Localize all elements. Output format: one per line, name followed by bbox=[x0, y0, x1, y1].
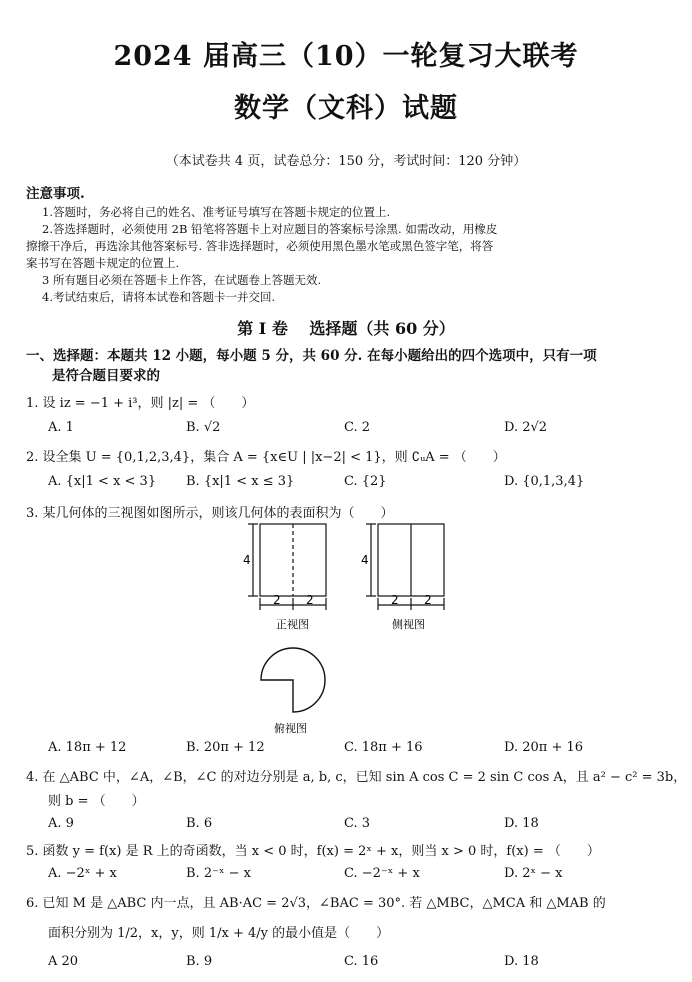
question-2-option-b: B. {x|1 < x ≤ 3} bbox=[186, 474, 295, 489]
top-view-label: 俯视图 bbox=[274, 722, 307, 735]
top-view-shape bbox=[261, 648, 325, 712]
front-width-label-left: 2 bbox=[273, 593, 281, 607]
notice-item-1: 1.答题时，务必将自己的姓名、准考证号填写在答题卡规定的位置上. bbox=[42, 205, 391, 219]
question-3-option-b: B. 20π + 12 bbox=[186, 740, 265, 755]
question-4-stem-line-1: 4. 在 △ABC 中，∠A，∠B，∠C 的对边分别是 a, b, c，已知 sin A cos C = 2 sin C cos A，且 a² − c² = 3b， bbox=[26, 770, 687, 785]
question-4-option-d: D. 18 bbox=[504, 816, 539, 831]
side-view bbox=[366, 524, 444, 610]
question-5-option-b: B. 2⁻ˣ − x bbox=[186, 866, 251, 881]
question-1-option-d: D. 2√2 bbox=[504, 420, 548, 435]
side-height-label: 4 bbox=[361, 553, 369, 567]
question-6-stem-line-2: 面积分别为 1/2，x，y，则 1/x + 4/y 的最小值是（ ） bbox=[48, 926, 390, 941]
notice-heading: 注意事项. bbox=[26, 186, 85, 202]
front-width-label-right: 2 bbox=[306, 593, 314, 607]
three-views-figure bbox=[230, 516, 470, 742]
exam-title: 2024 届高三（10）一轮复习大联考 bbox=[113, 41, 579, 72]
front-height-label: 4 bbox=[243, 553, 251, 567]
side-width-label-left: 2 bbox=[391, 593, 399, 607]
question-5-option-a: A. −2ˣ + x bbox=[48, 866, 117, 881]
question-6-option-b: B. 9 bbox=[186, 954, 213, 969]
question-6-stem-line-1: 6. 已知 M 是 △ABC 内一点，且 AB·AC = 2√3，∠BAC = 30°. 若 △MBC，△MCA 和 △MAB 的 bbox=[26, 896, 606, 911]
question-3-option-d: D. 20π + 16 bbox=[504, 740, 584, 755]
question-2-option-a: A. {x|1 < x < 3} bbox=[48, 474, 157, 489]
question-4-option-b: B. 6 bbox=[186, 816, 213, 831]
front-view-label: 正视图 bbox=[276, 618, 309, 631]
notice-item-2-line-1: 2.答选择题时，必须使用 2B 铅笔将答题卡上对应题目的答案标号涂黑. 如需改动，用橡皮 bbox=[42, 222, 498, 236]
section-heading-line-2: 是符合题目要求的 bbox=[52, 368, 160, 384]
question-1-option-c: C. 2 bbox=[344, 420, 371, 435]
question-4-stem-line-2: 则 b = （ ） bbox=[48, 794, 145, 809]
notice-item-2-line-2: 擦擦干净后，再选涂其他答案标号. 答非选择题时，必须使用黑色墨水笔或黑色签字笔，将答 bbox=[26, 239, 494, 253]
question-6-option-c: C. 16 bbox=[344, 954, 379, 969]
exam-subtitle: 数学（文科）试题 bbox=[234, 93, 458, 124]
front-view bbox=[248, 524, 326, 610]
exam-info: （本试卷共 4 页，试卷总分：150 分，考试时间：120 分钟） bbox=[165, 154, 527, 169]
section-heading-line-1: 一、选择题：本题共 12 小题，每小题 5 分，共 60 分. 在每小题给出的四个选项中，只有一项 bbox=[26, 348, 597, 364]
question-5-stem: 5. 函数 y = f(x) 是 R 上的奇函数，当 x < 0 时，f(x) = 2ˣ + x，则当 x > 0 时，f(x) = （ ） bbox=[26, 844, 600, 859]
question-1-option-a: A. 1 bbox=[48, 420, 74, 435]
question-2-stem: 2. 设全集 U = {0,1,2,3,4}，集合 A = {x∈U | |x−2| < 1}，则 ∁ᵤA = （ ） bbox=[26, 450, 506, 465]
question-3-option-c: C. 18π + 16 bbox=[344, 740, 423, 755]
side-view-label: 侧视图 bbox=[392, 618, 425, 631]
question-4-option-c: C. 3 bbox=[344, 816, 371, 831]
question-5-option-c: C. −2⁻ˣ + x bbox=[344, 866, 420, 881]
question-2-option-c: C. {2} bbox=[344, 474, 387, 489]
notice-item-4: 4.考试结束后，请将本试卷和答题卡一并交回. bbox=[42, 290, 276, 304]
question-1-option-b: B. √2 bbox=[186, 420, 221, 435]
question-3-option-a: A. 18π + 12 bbox=[48, 740, 127, 755]
question-1-stem: 1. 设 iz = −1 + i³，则 |z| = （ ） bbox=[26, 396, 255, 411]
notice-item-3: 3 所有题目必须在答题卡上作答，在试题卷上答题无效. bbox=[42, 273, 322, 287]
question-4-option-a: A. 9 bbox=[48, 816, 74, 831]
question-5-option-d: D. 2ˣ − x bbox=[504, 866, 563, 881]
side-width-label-right: 2 bbox=[424, 593, 432, 607]
question-6-option-d: D. 18 bbox=[504, 954, 539, 969]
volume-title: 第 I 卷 选择题（共 60 分） bbox=[237, 319, 455, 338]
question-2-option-d: D. {0,1,3,4} bbox=[504, 474, 585, 489]
question-3-stem: 3. 某几何体的三视图如图所示，则该几何体的表面积为（ ） bbox=[26, 506, 394, 521]
notice-item-2-line-3: 案书写在答题卡规定的位置上. bbox=[26, 256, 180, 270]
question-6-option-a: A 20 bbox=[48, 954, 79, 969]
